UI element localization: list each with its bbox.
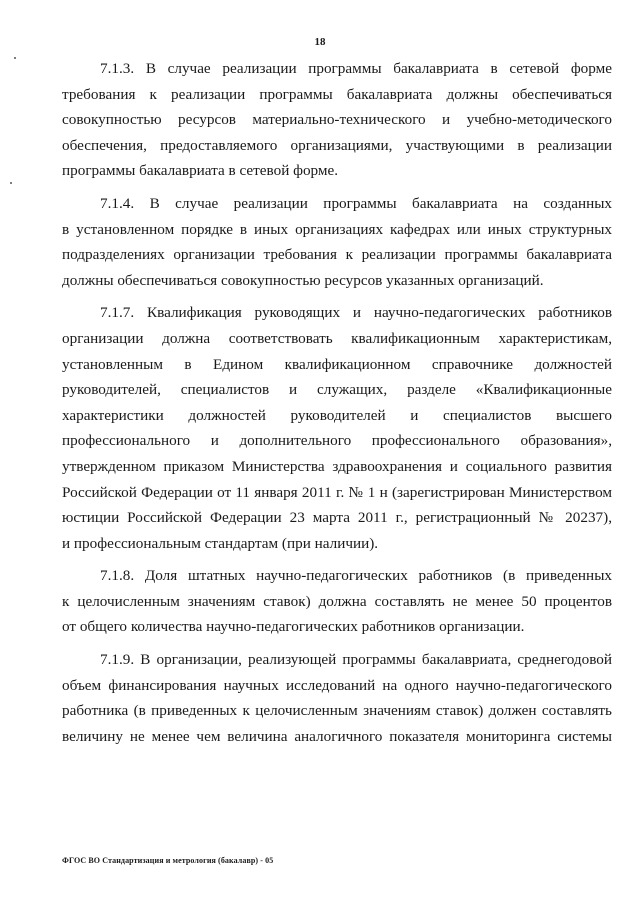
paragraph-line: профессионального и дополнительного профессионального образования», bbox=[62, 432, 612, 450]
paragraph-line: должны обеспечиваться совокупностью ресурсов указанных организаций. bbox=[62, 271, 544, 289]
paragraph bbox=[62, 191, 612, 293]
paragraph-line: организации должна соответствовать квалификационным характеристикам, bbox=[62, 329, 612, 347]
paragraph bbox=[62, 300, 612, 556]
paragraph-line: работника (в приведенных к целочисленным значениям ставок) должен составлять bbox=[62, 702, 612, 720]
paragraph bbox=[62, 647, 612, 749]
paragraph-line: юстиции Российской Федерации 23 марта 2011 г., регистрационный № 20237), bbox=[62, 509, 612, 527]
paragraph-line: 7.1.9. В организации, реализующей программы бакалавриата, среднегодовой bbox=[100, 651, 612, 669]
paragraph-line: 7.1.3. В случае реализации программы бакалавриата в сетевой форме bbox=[100, 60, 612, 77]
paragraph-line: к целочисленным значениям ставок) должна составлять не менее 50 процентов bbox=[62, 592, 612, 610]
page-number: 18 bbox=[314, 36, 326, 48]
paragraph-line: в установленном порядке в иных организациях кафедрах или иных структурных bbox=[62, 220, 612, 238]
paragraph-line: 7.1.8. Доля штатных научно-педагогических работников (в приведенных bbox=[100, 567, 612, 585]
paragraph-line: подразделениях организации требования к реализации программы бакалавриата bbox=[62, 246, 612, 264]
paragraph-line: 7.1.7. Квалификация руководящих и научно-педагогических работников bbox=[100, 304, 612, 322]
paragraph-line: совокупностью ресурсов материально-технического и учебно-методического bbox=[62, 111, 612, 129]
paragraph-line: характеристики должностей руководителей и специалистов высшего bbox=[62, 406, 612, 424]
paragraph-line: величину не менее чем величина аналогичного показателя мониторинга системы bbox=[62, 727, 612, 745]
paragraph-line: обеспечения, предоставляемого организациями, участвующими в реализации bbox=[62, 136, 612, 154]
paragraph-line: 7.1.4. В случае реализации программы бакалавриата на созданных bbox=[100, 194, 612, 212]
paragraph-line: установленным в Едином квалификационном справочнике должностей bbox=[62, 355, 612, 373]
document-body bbox=[62, 56, 612, 749]
document-footer: ФГОС ВО Стандартизация и метрология (бакалавр) - 05 bbox=[62, 856, 274, 865]
paragraph-line: утвержденном приказом Министерства здравоохранения и социального развития bbox=[62, 457, 612, 475]
scan-speck bbox=[14, 57, 16, 59]
paragraph bbox=[62, 563, 612, 640]
paragraph-line: Российской Федерации от 11 января 2011 г. № 1 н (зарегистрирован Министерством bbox=[62, 483, 612, 501]
paragraph-line: и профессиональным стандартам (при наличии). bbox=[62, 534, 379, 552]
paragraph bbox=[62, 56, 612, 184]
scan-speck bbox=[10, 182, 12, 184]
paragraph-line: руководителей, специалистов и служащих, разделе «Квалификационные bbox=[62, 381, 612, 399]
paragraph-line: программы бакалавриата в сетевой форме. bbox=[62, 162, 339, 180]
paragraph-line: от общего количества научно-педагогических работников организации. bbox=[62, 618, 525, 636]
paragraph-line: требования к реализации программы бакалавриата должны обеспечиваться bbox=[62, 85, 612, 103]
paragraph-line: объем финансирования научных исследований на одного научно-педагогического bbox=[62, 676, 612, 694]
